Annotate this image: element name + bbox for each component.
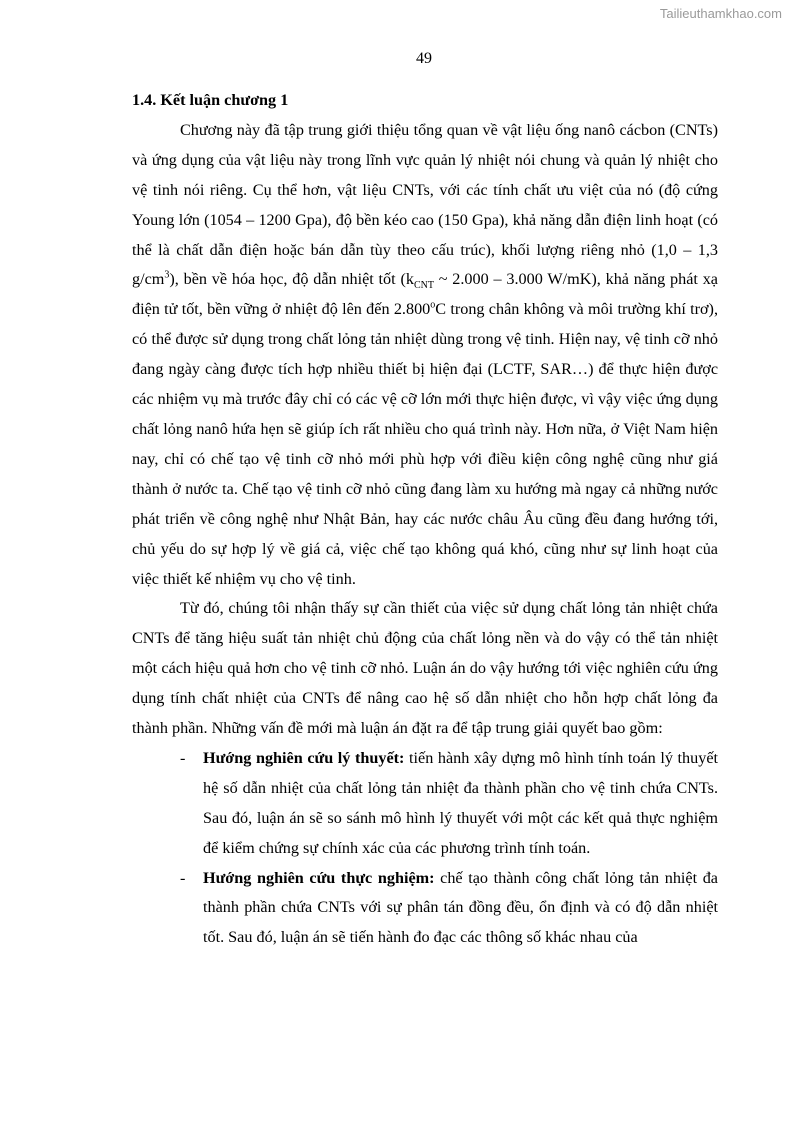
list-item — [132, 864, 718, 954]
list-item-text: chế tạo thành công chất lỏng tản nhiệt đa thành phần chứa CNTs với sự phân tán đồng đều, ổn định và có độ dẫn nhiệt tốt. Sau đó, luận án sẽ tiến hành đo đạc các thông số khác nhau của — [203, 868, 718, 947]
list-dash: - — [180, 868, 186, 887]
superscript-cube: 3 — [164, 270, 170, 282]
list-item — [132, 744, 718, 864]
document-body — [132, 86, 718, 953]
research-directions-list — [132, 744, 718, 953]
paragraph-1 — [132, 116, 718, 595]
superscript-degree: o — [430, 299, 436, 311]
list-item-title: Hướng nghiên cứu lý thuyết: — [203, 748, 405, 767]
list-item-title: Hướng nghiên cứu thực nghiệm: — [203, 868, 435, 887]
paragraph-1-text-b: ), bền về hóa học, độ dẫn nhiệt tốt (k — [169, 270, 414, 289]
paragraph-1-text-d: C trong chân không và môi trường khí trơ), có thể được sử dụng trong chất lỏng tản nhiệt dùng trong vệ tinh. Hiện nay, vệ tinh cỡ nhỏ đang ngày càng được tích hợp nhiều thiết bị hiện đại (LCTF, SAR…) để thực hiện được các nhiệm vụ mà trước đây chỉ có các vệ cỡ lớn mới thực hiện được, vì vậy việc ứng dụng chất lỏng nanô hứa hẹn sẽ giúp ích rất nhiều cho quá trình này. Hơn nữa, ở Việt Nam hiện nay, chỉ có chế tạo vệ tinh cỡ nhỏ mới phù hợp với điều kiện công nghệ cũng như giá thành ở nước ta. Chế tạo vệ tinh cỡ nhỏ cũng đang làm xu hướng mà ngay cả những nước phát triển về công nghệ như Nhật Bản, hay các nước châu Âu cũng đều đang hướng tới, chủ yếu do sự hợp lý về giá cả, việc chế tạo không quá khó, cũng như sự linh hoạt của việc thiết kế nhiệm vụ cho vệ tinh. — [132, 300, 718, 588]
paragraph-1-text-a: Chương này đã tập trung giới thiệu tổng quan về vật liệu ống nanô cácbon (CNTs) và ứng dụng của vật liệu này trong lĩnh vực quản lý nhiệt nói chung và quản lý nhiệt cho vệ tinh nói riêng. Cụ thể hơn, vật liệu CNTs, với các tính chất ưu việt của nó (độ cứng Young lớn (1054 – 1200 Gpa), độ bền kéo cao (150 Gpa), khả năng dẫn điện linh hoạt (có thể là chất dẫn điện hoặc bán dẫn tùy theo cấu trúc), khối lượng riêng nhỏ (1,0 – 1,3 g/cm — [132, 120, 718, 289]
paragraph-1-text-c: ~ 2.000 – 3.000 W/mK), khả năng phát xạ điện tử tốt, bền vững ở nhiệt độ lên đến 2.800 — [132, 270, 718, 319]
page-number: 49 — [416, 50, 432, 67]
section-heading: 1.4. Kết luận chương 1 — [132, 91, 289, 109]
watermark: Tailieuthamkhao.com — [659, 6, 782, 21]
subscript-cnt: CNT — [413, 280, 434, 292]
list-item-text: tiến hành xây dựng mô hình tính toán lý thuyết hệ số dẫn nhiệt của chất lỏng tản nhiệt đa thành phần cho vệ tinh chứa CNTs. Sau đó, luận án sẽ so sánh mô hình lý thuyết với một các kết quả thực nghiệm để kiểm chứng sự chính xác của các phương trình tính toán. — [203, 748, 718, 857]
paragraph-2: Từ đó, chúng tôi nhận thấy sự cần thiết của việc sử dụng chất lỏng tản nhiệt chứa CNTs để tăng hiệu suất tản nhiệt chủ động của chất lỏng nền và do vậy có thể tản nhiệt một cách hiệu quả hơn cho vệ tinh cỡ nhỏ. Luận án do vậy hướng tới việc nghiên cứu ứng dụng tính chất nhiệt của CNTs để nâng cao hệ số dẫn nhiệt cho hỗn hợp chất lỏng đa thành phần. Những vấn đề mới mà luận án đặt ra để tập trung giải quyết bao gồm: — [132, 599, 718, 738]
list-dash: - — [180, 748, 186, 767]
